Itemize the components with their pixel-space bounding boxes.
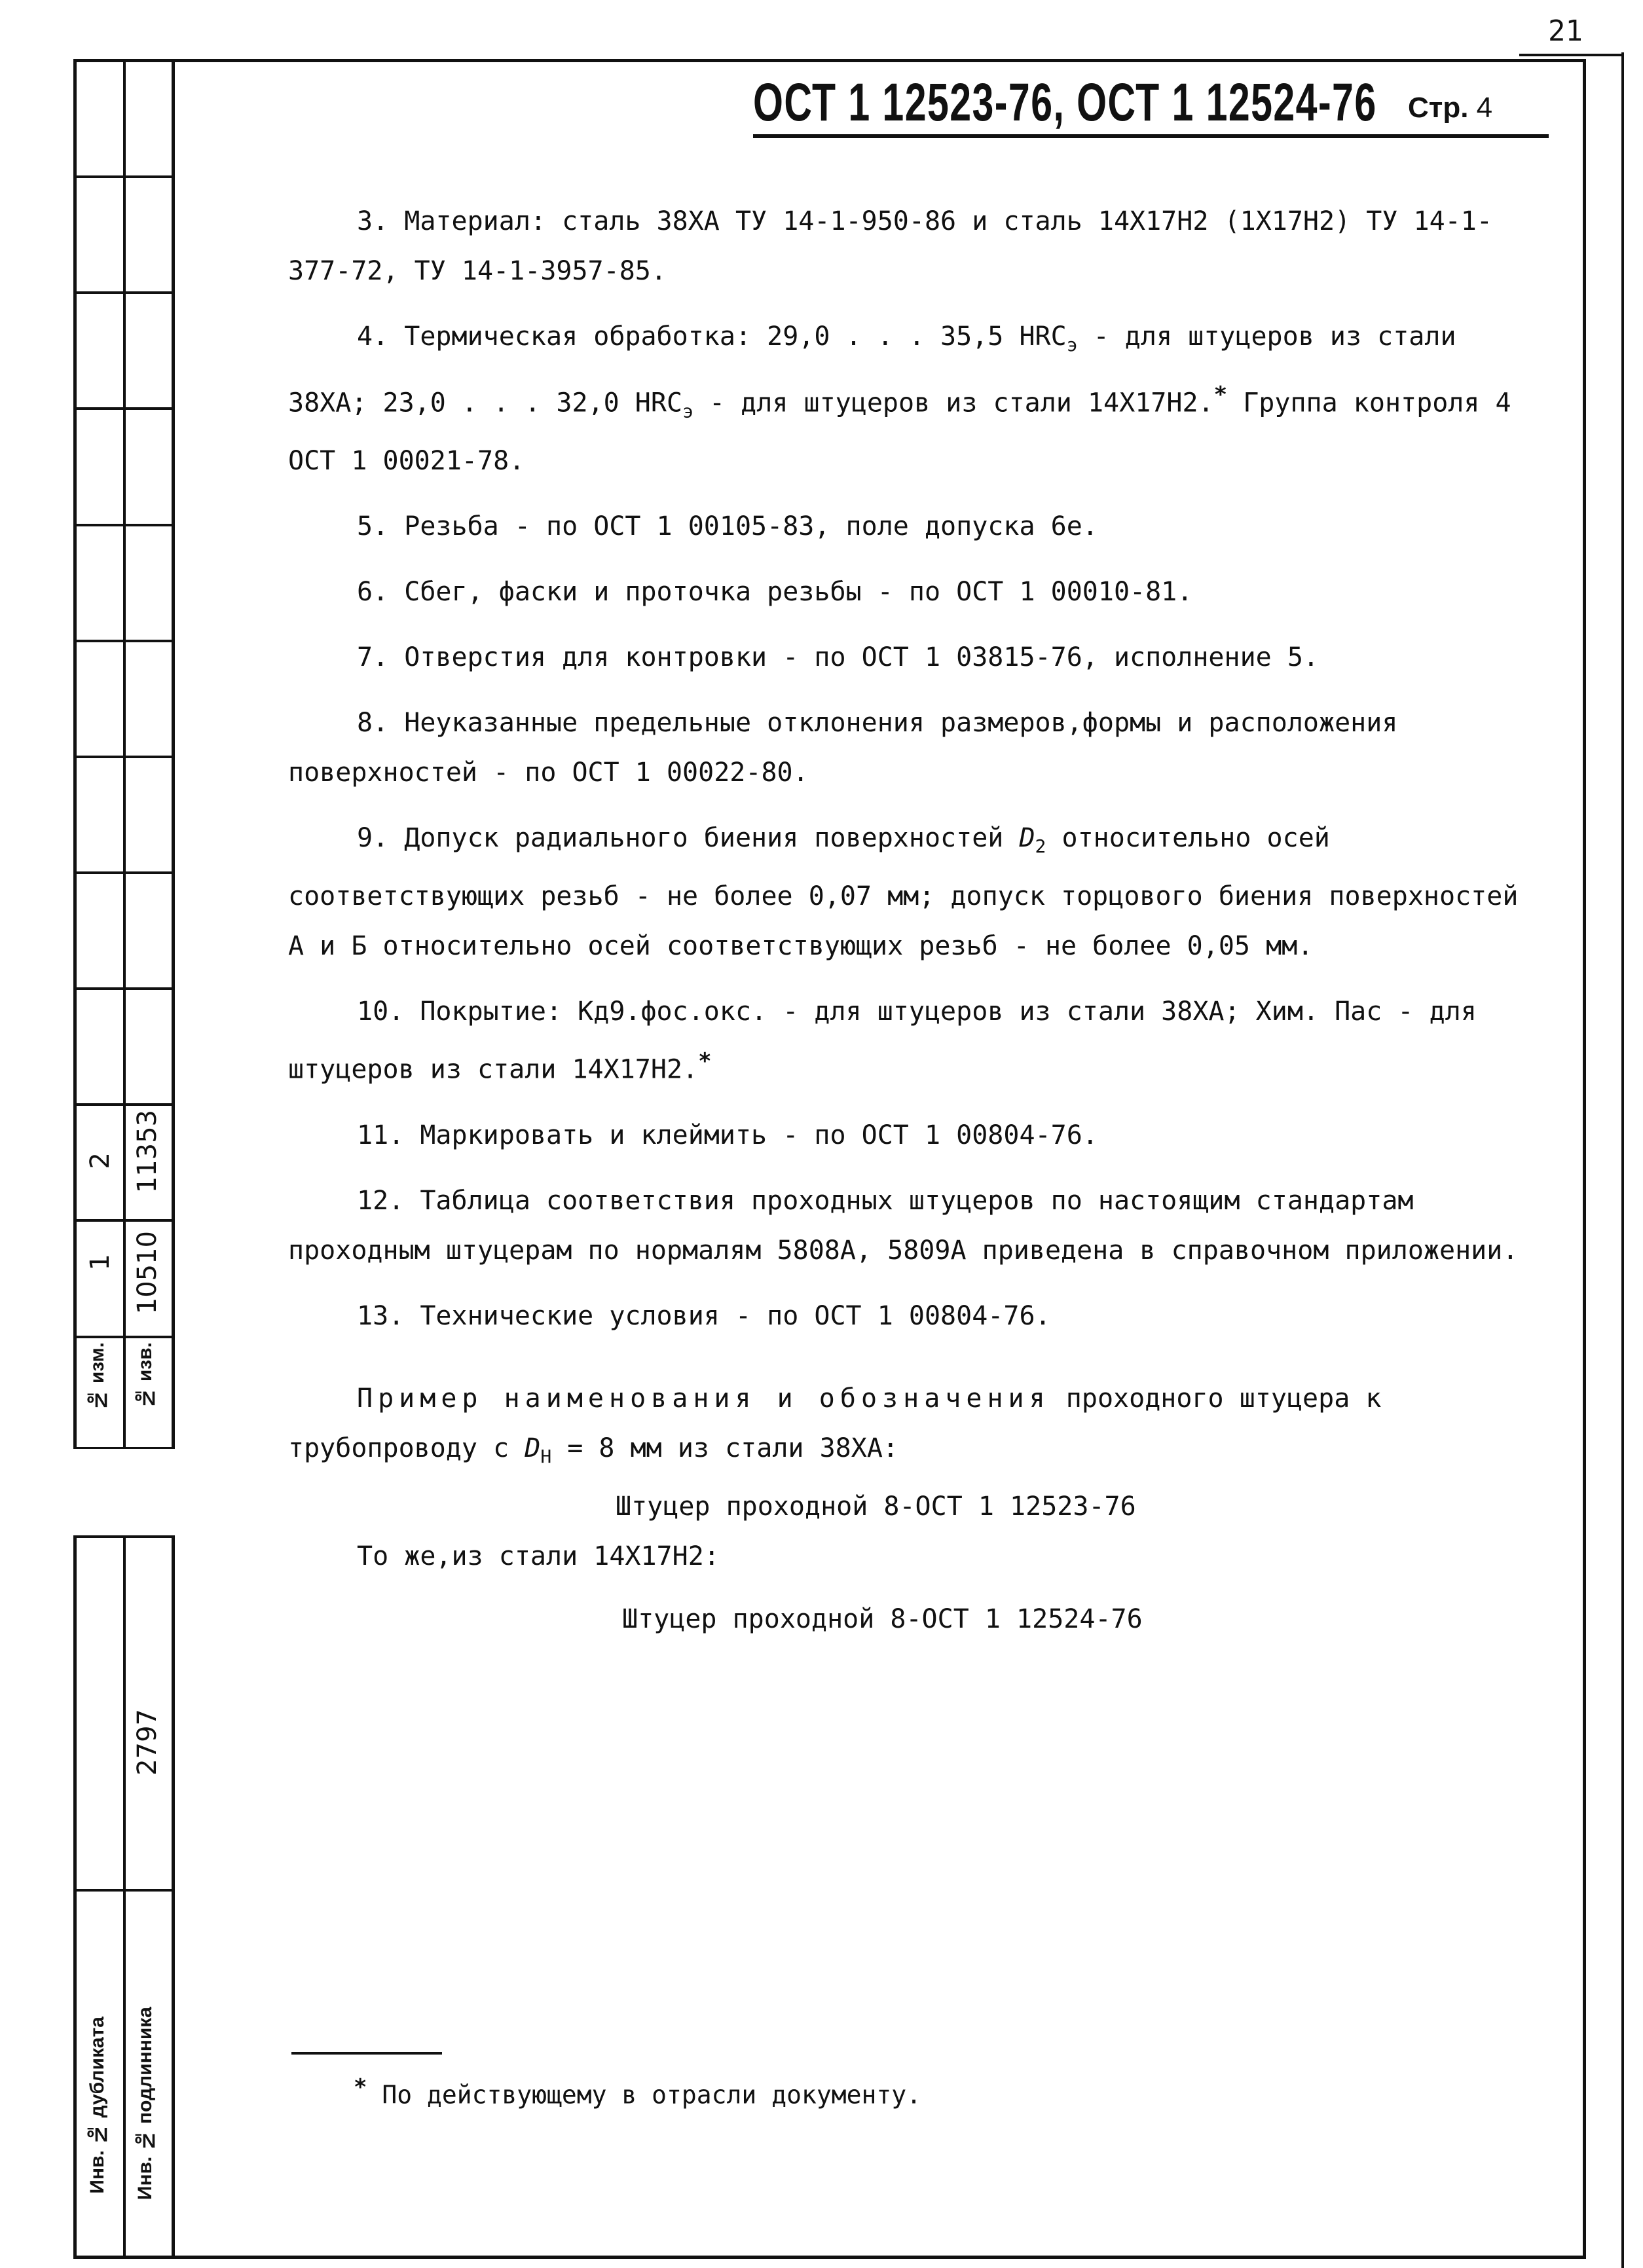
footnote-rule <box>291 2052 442 2055</box>
item-11: 11. Маркировать и клеймить - по ОСТ 1 00804-76. <box>357 1120 1098 1150</box>
example-subscript: H <box>540 1445 552 1467</box>
sidebar-inv-dup-label: Инв. № дубликата <box>86 2017 108 2194</box>
item-10-text: 10. Покрытие: Кд9.фос.окс. - для штуцеров из стали 38ХА; Хим. Пас - для штуцеров из стали 14Х17Н2. <box>288 997 1477 1085</box>
example-designation-1: Штуцер проходной 8-ОСТ 1 12523-76 <box>616 1491 1136 1522</box>
example-symbol: D <box>525 1433 541 1463</box>
item-9-part-a: 9. Допуск радиального биения поверхностей <box>357 823 1020 854</box>
document-title: ОСТ 1 12523-76, ОСТ 1 12524-76 <box>753 73 1377 132</box>
item-4-subscript: э <box>1066 334 1078 356</box>
item-13: 13. Технические условия - по ОСТ 1 00804-76. <box>357 1300 1051 1331</box>
sidebar-grid-line <box>73 1336 172 1338</box>
page-label-text: Стр. <box>1408 92 1469 124</box>
item-6: 6. Сбег, фаски и проточка резьбы - по ОСТ 1 00010-81. <box>357 577 1193 608</box>
sidebar-inv-orig-label: Инв. № подлинника <box>134 2007 156 2201</box>
item-4-part-c: - для штуцеров из стали 14Х17Н2. <box>693 388 1214 418</box>
item-10-footnote-mark: * <box>698 1048 712 1075</box>
example-text-b: = 8 мм из стали 38ХА: <box>551 1433 898 1463</box>
sidebar-col1-izv: 10510 <box>132 1231 162 1315</box>
example-designation-2: Штуцер проходной 8-ОСТ 1 12524-76 <box>622 1603 1143 1634</box>
item-8: 8. Неуказанные предельные отклонения размеров,формы и расположения поверхностей - по ОСТ 1 00022-80. <box>288 708 1398 788</box>
example-paragraph <box>288 1374 1532 1482</box>
sidebar-column-divider <box>123 59 126 2259</box>
sidebar-grid-line <box>73 1103 172 1106</box>
sidebar-grid-line <box>73 987 172 990</box>
page-number: 21 <box>1548 14 1583 48</box>
sidebar-col2-izv: 11353 <box>132 1110 162 1194</box>
item-4-part-d: Группа контроля 4 ОСТ 1 00021-78. <box>288 388 1511 477</box>
example-heading: Пример наименования и обозначения <box>357 1383 1050 1414</box>
sidebar-inv-orig-value: 2797 <box>132 1709 162 1776</box>
item-12: 12. Таблица соответствия проходных штуцеров по настоящим стандартам проходным штуцерам по нормалям 5808А, 5809А приведена в справочном приложении. <box>288 1185 1519 1266</box>
document-body <box>288 196 1532 1644</box>
page-label-value: 4 <box>1476 92 1493 124</box>
item-9 <box>288 813 1532 971</box>
sidebar-grid-line <box>73 175 172 178</box>
sidebar-grid-line <box>73 1219 172 1222</box>
sidebar-grid-line <box>73 756 172 758</box>
item-4 <box>288 312 1532 486</box>
item-10 <box>288 987 1532 1094</box>
sidebar-grid-line <box>73 407 172 410</box>
sidebar-grid-line <box>73 291 172 294</box>
right-edge-line <box>1621 52 1624 2268</box>
top-edge-line <box>1519 54 1624 56</box>
item-5: 5. Резьба - по ОСТ 1 00105-83, поле допуска 6е. <box>357 511 1098 542</box>
page-label <box>1408 92 1492 124</box>
item-4-part-b: - для штуцеров из стали 38ХА; 23,0 . . . 32,0 HRC <box>288 321 1456 418</box>
footnote <box>354 2074 921 2110</box>
footnote-mark: * <box>354 2074 367 2100</box>
sidebar-grid-line <box>73 524 172 526</box>
sidebar-grid-line <box>73 871 172 874</box>
item-4-part-a: 4. Термическая обработка: 29,0 . . . 35,5 HRC <box>357 321 1067 352</box>
example-text-a: проходного штуцера к трубопроводу с <box>288 1383 1382 1463</box>
item-4-subscript-2: э <box>682 400 693 422</box>
item-7: 7. Отверстия для контровки - по ОСТ 1 03815-76, исполнение 5. <box>357 642 1320 673</box>
example-same-label: То же,из стали 14Х17Н2: <box>357 1541 720 1571</box>
item-9-part-b: относительно осей соответствующих резьб - не более 0,07 мм; допуск торцового биения поверхностей А и Б относительно осей соответствующих резьб - не более 0,05 мм. <box>288 823 1519 962</box>
item-3: 3. Материал: сталь 38ХА ТУ 14-1-950-86 и сталь 14Х17Н2 (1Х17Н2) ТУ 14-1-377-72, ТУ 14-1-3957-85. <box>288 206 1492 286</box>
sidebar-col2-izm: 2 <box>85 1152 115 1169</box>
footnote-text: По действующему в отрасли документу. <box>367 2080 921 2110</box>
item-9-symbol: D <box>1019 823 1035 854</box>
sidebar-gap <box>71 1449 175 1535</box>
sidebar-grid-line <box>73 640 172 642</box>
sidebar-izv-label: № изв. <box>134 1342 156 1409</box>
item-4-footnote-mark: * <box>1213 382 1228 408</box>
sidebar-izm-label: № изм. <box>86 1342 108 1411</box>
sidebar-grid-line <box>73 1889 172 1892</box>
item-9-subscript: 2 <box>1035 835 1046 858</box>
sidebar-col1-izm: 1 <box>85 1254 115 1271</box>
sidebar-grid-line <box>73 1535 172 1538</box>
title-underline <box>753 134 1549 138</box>
